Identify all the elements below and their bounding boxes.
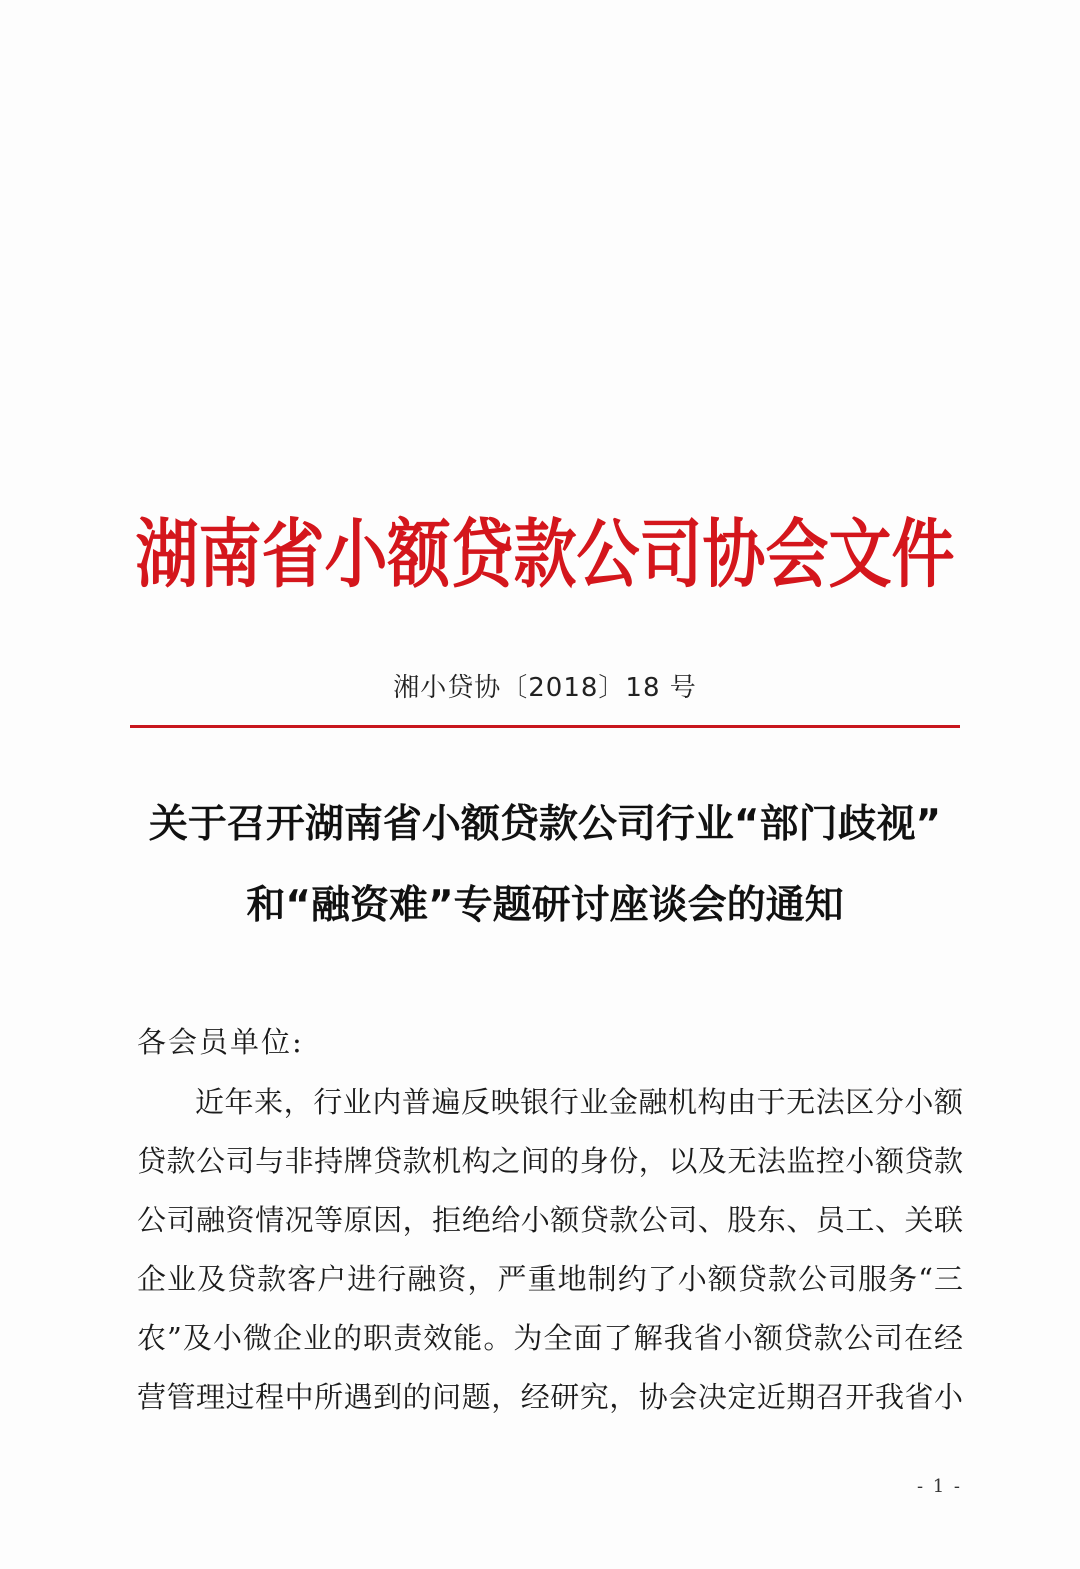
body-text-line: 农”及小微企业的职责效能。为全面了解我省小额贷款公司在经 [137,1321,963,1355]
document-number: 湘小贷协〔2018〕18 号 [393,673,697,703]
page-number: - 1 - [916,1476,962,1497]
salutation: 各会员单位: [137,1025,304,1059]
body-text-line: 贷款公司与非持牌贷款机构之间的身份，以及无法监控小额贷款 [137,1144,963,1178]
notice-title-line-2: 和“融资难”专题研讨座谈会的通知 [246,883,844,928]
body-text-line: 近年来，行业内普遍反映银行业金融机构由于无法区分小额 [195,1085,963,1119]
body-text-line: 公司融资情况等原因，拒绝给小额贷款公司、股东、员工、关联 [137,1203,963,1237]
issuer-header: 湖南省小额贷款公司协会文件 [135,511,955,598]
body-text-line: 营管理过程中所遇到的问题，经研究，协会决定近期召开我省小 [137,1380,963,1414]
body-text-line: 企业及贷款客户进行融资，严重地制约了小额贷款公司服务“三 [137,1262,963,1296]
notice-title-line-1: 关于召开湖南省小额贷款公司行业“部门歧视” [148,802,942,847]
red-divider-line [130,725,960,728]
